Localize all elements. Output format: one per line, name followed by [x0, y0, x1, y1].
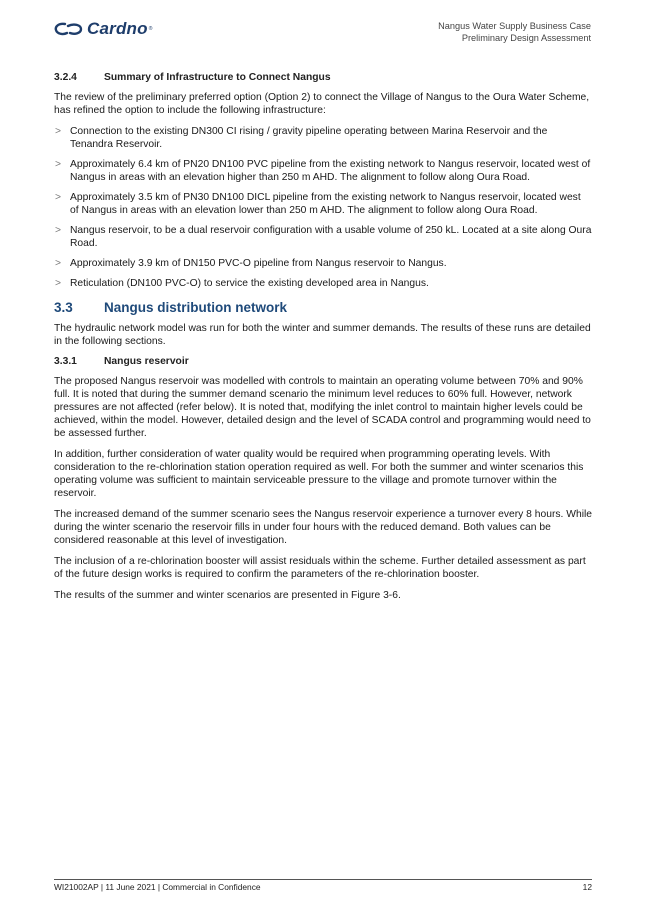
list-item-text: Nangus reservoir, to be a dual reservoir configuration with a usable volume of 250 kL. Located at a site along Oura Road.	[70, 225, 592, 249]
infrastructure-list	[54, 125, 592, 290]
paragraph: The review of the preliminary preferred option (Option 2) to connect the Village of Nangus to the Oura Water Scheme, has refined the option to include the following infrastructure:	[54, 92, 590, 116]
page-number: 12	[582, 882, 592, 892]
section-title: Nangus distribution network	[104, 300, 288, 315]
section-heading-3-2-4	[54, 72, 592, 83]
list-item-text: Approximately 6.4 km of PN20 DN100 PVC pipeline from the existing network to Nangus reservoir, located west of Nangus in areas with an elevation higher than 250 m AHD. The alignment to follow along Oura Road.	[70, 159, 591, 183]
paragraph: The results of the summer and winter scenarios are presented in Figure 3-6.	[54, 590, 401, 601]
page-footer	[54, 879, 592, 892]
list-item	[54, 125, 592, 151]
bullet-marker: >	[55, 159, 62, 170]
list-item	[54, 158, 592, 184]
section-heading-3-3-1	[54, 356, 592, 367]
section-number: 3.3	[54, 300, 73, 315]
bullet-marker: >	[55, 225, 62, 236]
list-item-text: Reticulation (DN100 PVC-O) to service the existing developed area in Nangus.	[70, 278, 429, 289]
bullet-marker: >	[55, 192, 62, 203]
logo-wordmark: Cardno	[87, 19, 148, 38]
paragraph: The hydraulic network model was run for both the winter and summer demands. The results of these runs are detailed in the following sections.	[54, 323, 591, 347]
bullet-marker: >	[55, 126, 62, 137]
document-title-block	[438, 21, 591, 44]
page-header	[0, 0, 645, 60]
section-title: Nangus reservoir	[104, 356, 189, 367]
logo-registered-mark: ®	[148, 25, 153, 32]
bullet-marker: >	[55, 258, 62, 269]
list-item-text: Approximately 3.5 km of PN30 DN100 DICL pipeline from the existing network to Nangus reservoir, located west of Nangus in areas with an elevation lower than 250 m AHD. The alignment to follow along Oura Road.	[70, 192, 581, 216]
section-number: 3.2.4	[54, 72, 77, 83]
list-item-text: Connection to the existing DN300 CI rising / gravity pipeline operating between Marina Reservoir and the Tenandra Reservoir.	[70, 126, 548, 150]
cardno-logo	[54, 20, 152, 37]
section-heading-3-3	[54, 300, 592, 315]
section-number: 3.3.1	[54, 356, 77, 367]
page-body	[54, 72, 592, 610]
list-item	[54, 191, 592, 217]
cardno-swoosh-icon	[54, 22, 84, 36]
list-item	[54, 257, 592, 270]
paragraph: The increased demand of the summer scenario sees the Nangus reservoir experience a turnover every 8 hours. While during the winter scenario the reservoir fills in under four hours with the reduced demand. Both values can be considered reasonable at this level of investigation.	[54, 509, 592, 546]
list-item-text: Approximately 3.9 km of DN150 PVC-O pipeline from Nangus reservoir to Nangus.	[70, 258, 447, 269]
paragraph: The proposed Nangus reservoir was modelled with controls to maintain an operating volume between 70% and 90% full. It is noted that during the summer demand scenario the minimum level reduces to 60% full. However, network pressures are not affected (refer below). It is noted that, modifying the inlet control to maintain higher levels could be achieved, within the model. However, detailed design and the level of SCADA control and programming would need to be assessed further.	[54, 376, 591, 439]
section-title: Summary of Infrastructure to Connect Nangus	[104, 72, 331, 83]
bullet-marker: >	[55, 278, 62, 289]
list-item	[54, 277, 592, 290]
document-title: Nangus Water Supply Business Case	[438, 21, 591, 31]
list-item	[54, 224, 592, 250]
document-subtitle: Preliminary Design Assessment	[461, 32, 591, 43]
footer-document-info: WI21002AP | 11 June 2021 | Commercial in Confidence	[54, 882, 261, 892]
paragraph: The inclusion of a re-chlorination booster will assist residuals within the scheme. Further detailed assessment as part of the future design works is required to confirm the parameters of the re-chlorination booster.	[54, 556, 586, 580]
paragraph: In addition, further consideration of water quality would be required when programming operating levels. With consideration to the re-chlorination station operation required as well. For both the summer and winter scenarios this operating volume was sufficient to maintain serviceable pressure to the village and promote turnover within the reservoir.	[54, 449, 584, 499]
